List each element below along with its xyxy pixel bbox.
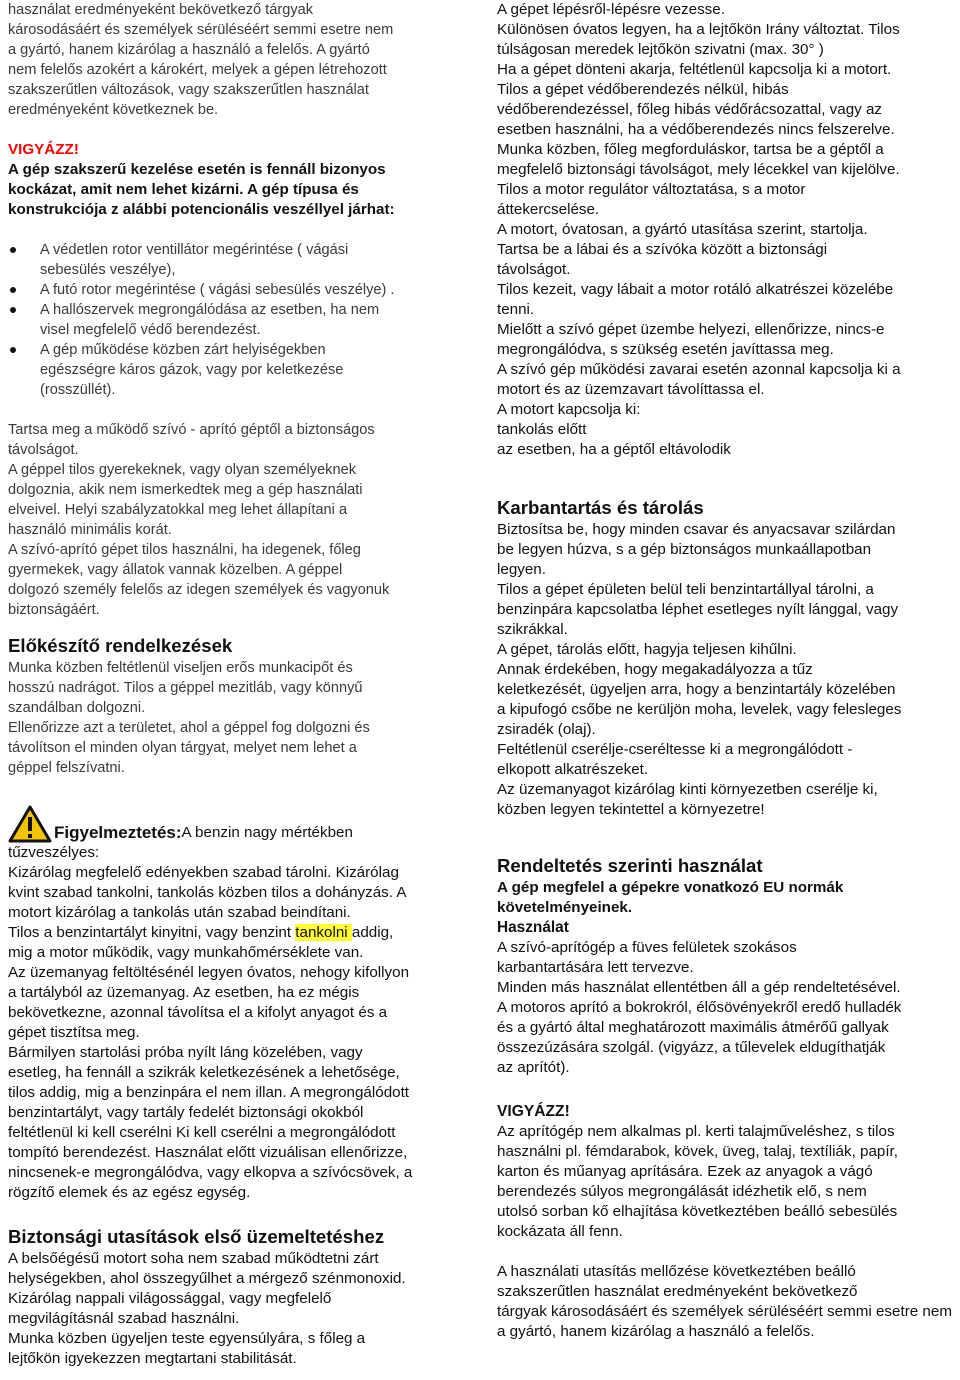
text-line: nem felelős azokért a károkért, melyek a gépen létrehozott	[8, 62, 387, 78]
text-line: A használati utasítás mellőzése következtében beálló	[497, 1263, 856, 1280]
eu-compliance-line: követelményeinek.	[497, 899, 633, 916]
highlighted-word: tankolni	[295, 924, 352, 941]
text-line: legyen.	[497, 561, 546, 578]
text-line: a gyártó, hanem kizárólag a használó a felelős.	[497, 1323, 815, 1340]
text-line: Az üzemanyagot kizárólag kinti környezetben cserélje ki,	[497, 781, 878, 798]
text-line: a tartályból az üzemanyag. Az esetben, ha ez mégis	[8, 984, 360, 1001]
eu-compliance-line: A gép megfelel a gépekre vonatkozó EU normák	[497, 879, 844, 896]
list-item-line: sebesülés veszélye),	[40, 262, 176, 278]
usage-paragraph	[497, 938, 957, 1078]
text-line: Annak érdekében, hogy megakadályozza a tűz	[497, 661, 813, 678]
text-line: A motort, óvatosan, a gyártó utasítása szerint, startolja.	[497, 221, 868, 238]
right-column	[497, 0, 957, 1342]
text-line: Tartsa be a lábai és a szívóka között a biztonsági	[497, 241, 828, 258]
text-line: motort kizárólag a tankolás után szabad beindítani.	[8, 904, 351, 921]
text-line: rögzítő elemek és az egész egység.	[8, 1184, 251, 1201]
text-line: távolítson el minden olyan tárgyat, melyet nem lehet a	[8, 740, 357, 756]
text-line: feltétlenül ki kell cserélni Ki kell cserélni a megrongálódott	[8, 1124, 396, 1141]
text-line: A géppel tilos gyerekeknek, vagy olyan személyeknek	[8, 462, 357, 478]
bullet-icon	[10, 287, 16, 293]
text-line: esetleg, ha fennáll a szikrák keletkezésének a lehetősége,	[8, 1064, 400, 1081]
text-line: szakszerűtlen használat eredményeként bekövetkező	[497, 1283, 858, 1300]
list-item-line: A futó rotor megérintése ( vágási sebesülés veszélye) .	[40, 282, 395, 298]
text-line: az aprítót).	[497, 1059, 570, 1076]
text-line: elkopott alkatrészeket.	[497, 761, 649, 778]
warning-label: VIGYÁZZ!	[8, 141, 79, 158]
text-line: gyermekek, vagy állatok vannak közelben. A géppel	[8, 562, 343, 578]
text-line: A gépet, tárolás előtt, hagyja teljesen kihűlni.	[497, 641, 797, 658]
text-line: lejtőkön igyekezzen megtartani stabilitását.	[8, 1350, 297, 1367]
text-line: motort és az üzemzavart távolíttassa el.	[497, 381, 765, 398]
maintenance-paragraph	[497, 520, 957, 820]
prep-paragraph	[8, 658, 470, 778]
text-line: zsiradék (olaj).	[497, 721, 596, 738]
text-line: szikrákkal.	[497, 621, 568, 638]
list-item	[8, 340, 470, 400]
fuel-warning-text: A benzin nagy mértékben	[181, 824, 353, 841]
warning-triangle-icon	[8, 805, 52, 843]
first-use-paragraph	[8, 1249, 470, 1369]
text-line: Tilos a motor regulátor változtatása, s a motor	[497, 181, 806, 198]
text-line: tankolás előtt	[497, 421, 587, 438]
text-line: távolságot.	[497, 261, 571, 278]
text-line: Minden más használat ellentétben áll a gép rendeltetésével.	[497, 979, 901, 996]
fuel-paragraph	[8, 843, 470, 1203]
text-line: A szívó-aprítógép a füves felületek szokásos	[497, 939, 797, 956]
text-line: összezúzására szolgál. (vigyázz, a tűlevelek eldugíthatják	[497, 1039, 886, 1056]
text-line: Feltétlenül cserélje-cseréltesse ki a megrongálódott -	[497, 741, 853, 758]
safety-paragraph	[8, 420, 470, 620]
text-line: a gyártó, hanem kizárólag a használó a felelős. A gyártó	[8, 42, 370, 58]
text-line: karton és műanyag aprítására. Ezek az anyagok a vágó	[497, 1163, 873, 1180]
text-line: eredményeként következnek be.	[8, 102, 219, 118]
hazard-list	[8, 240, 470, 400]
list-item-line: visel megfelelő védő berendezést.	[40, 322, 261, 338]
text-line: biztonságáért.	[8, 602, 100, 618]
text-line: keletkezését, ügyeljen arra, hogy a benzintartály közelében	[497, 681, 896, 698]
text-line: helységekben, ahol összegyűlhet a mérgező szénmonoxid.	[8, 1270, 406, 1287]
text-line: gépet tisztítsa meg.	[8, 1024, 140, 1041]
text-line: Ha a gépet dönteni akarja, feltétlenül kapcsolja ki a motort.	[497, 61, 892, 78]
list-item	[8, 280, 470, 300]
text-line: tárgyak károsodásáért és személyek sérüléséért semmi esetre nem	[497, 1303, 952, 1320]
text-line: dolgozó személy felelős az idegen személyek és vagyonuk	[8, 582, 390, 598]
text-line: Az aprítógép nem alkalmas pl. kerti talajműveléshez, s tilos	[497, 1123, 895, 1140]
text-line: Bármilyen startolási próba nyílt láng közelében, vagy	[8, 1044, 363, 1061]
text-line: közben legyen tekintettel a környezetre!	[497, 801, 765, 818]
text-line: szandálban dolgozni.	[8, 700, 146, 716]
text-line: A szívó-aprító gépet tilos használni, ha idegenek, főleg	[8, 542, 361, 558]
text-line: és a gyártó által meghatározott maximális átmérőű gallyak	[497, 1019, 889, 1036]
text-line: Munka közben ügyeljen teste egyensúlyára, s főleg a	[8, 1330, 366, 1347]
text-line: tompító berendezést. Használat előtt vizuálisan ellenőrizze,	[8, 1144, 408, 1161]
risk-bold-line-3: konstrukciója z alábbi potencionális veszéllyel járhat:	[8, 201, 395, 218]
text-line: Tartsa meg a működő szívó - aprító géptől a biztonságos	[8, 422, 375, 438]
text-line: nincsenek-e megrongálódva, vagy elkopva a szívócsövek, a	[8, 1164, 413, 1181]
text-line: távolságot.	[8, 442, 79, 458]
bullet-icon	[10, 307, 16, 313]
text-line: benzintartályt, vagy tartály fedelét biztonsági okokból	[8, 1104, 364, 1121]
text-line: túlságosan meredek lejtőkön szivatni (max. 30° )	[497, 41, 824, 58]
subheading-usage: Használat	[497, 919, 569, 936]
text-line: áttekercselése.	[497, 201, 600, 218]
text-line: A motoros aprító a bokrokról, élősövényekről eredő hulladék	[497, 999, 902, 1016]
text-line: tenni.	[497, 301, 535, 318]
text-line: Mielőtt a szívó gépet üzembe helyezi, ellenőrizze, nincs-e	[497, 321, 885, 338]
text-line: használó minimális korát.	[8, 522, 172, 538]
list-item-line: A gép működése közben zárt helyiségekben	[40, 342, 326, 358]
risk-bold-text: kockázat, amit nem lehet kizárni.	[8, 181, 244, 198]
text-line: károsodásáért és személyek sérüléséért semmi esetre nem	[8, 22, 394, 38]
text-line: használat eredményeként bekövetkező tárgyak	[8, 2, 314, 18]
text-line: A motort kapcsolja ki:	[497, 401, 641, 418]
text-line: karbantartására lett tervezve.	[497, 959, 694, 976]
list-item-line: egészségre káros gázok, vagy por keletkezése	[40, 362, 344, 378]
section-heading-first-use: Biztonsági utasítások első üzemeltetéshez	[8, 1226, 385, 1247]
text-line: szakszerűtlen változások, vagy szakszerűtlen használat	[8, 82, 369, 98]
warning-label: VIGYÁZZ!	[497, 1103, 570, 1120]
text-line: tűzveszélyes:	[8, 844, 100, 861]
text-line: használni pl. fémdarabok, kövek, üveg, talaj, textíliák, papír,	[497, 1143, 898, 1160]
section-heading-prep: Előkészítő rendelkezések	[8, 635, 233, 656]
text-line: Munka közben feltétlenül viseljen erős munkacipőt és	[8, 660, 353, 676]
text-line: A belsőégésű motort soha nem szabad működtetni zárt	[8, 1250, 379, 1267]
text-line: esetben használni, ha a védőberendezés nincs felszerelve.	[497, 121, 895, 138]
risk-continuation: A gép típusa és	[243, 181, 359, 198]
list-item-line: A védetlen rotor ventillátor megérintése ( vágási	[40, 242, 349, 258]
intro-paragraph	[8, 0, 470, 120]
text-line: géppel felszívatni.	[8, 760, 125, 776]
text-line: berendezés súlyos megrongálását idézhetik elő, s nem	[497, 1183, 867, 1200]
fuel-warning-row	[8, 803, 470, 843]
text-line: Ellenőrizze azt a területet, ahol a géppel fog dolgozni és	[8, 720, 370, 736]
text-line: A szívó gép működési zavarai esetén azonnal kapcsolja ki a	[497, 361, 901, 378]
text-line: A gépet lépésről-lépésre vezesse.	[497, 1, 725, 18]
text-line: az esetben, ha a géptől eltávolodik	[497, 441, 731, 458]
text-line: megrongálódva, s szükség esetén javíttassa meg.	[497, 341, 834, 358]
text-line: utolsó sorban kő elhajítása következtében beálló sebesülés	[497, 1203, 898, 1220]
text-line: mig a motor működik, vagy munkahőmérséklete van.	[8, 944, 364, 961]
left-column	[8, 0, 470, 1369]
fuel-warning-title: Figyelmeztetés:	[54, 823, 182, 842]
warning-paragraph	[497, 1122, 957, 1242]
risk-bold-line-2	[8, 180, 470, 200]
text-line: kvint szabad tankolni, tankolás közben tilos a dohányzás. A	[8, 884, 407, 901]
text-line	[8, 923, 470, 943]
text-line: bekövetkezne, azonnal távolítsa el a kifolyt anyagot és a	[8, 1004, 388, 1021]
closing-paragraph	[497, 1262, 957, 1342]
text-line: Különösen óvatos legyen, ha a lejtőkön Irány változtat. Tilos	[497, 21, 900, 38]
bullet-icon	[10, 247, 16, 253]
text-line: Kizárólag nappali világossággal, vagy megfelelő	[8, 1290, 332, 1307]
text-line: dolgoznia, akik nem ismerkedtek meg a gép használati	[8, 482, 363, 498]
text-line: megfelelő biztonsági távolságot, mely lécekkel van kijelölve.	[497, 161, 900, 178]
text-line: Kizárólag megfelelő edényekben szabad tárolni. Kizárólag	[8, 864, 399, 881]
text-line: Biztosítsa be, hogy minden csavar és anyacsavar szilárdan	[497, 521, 896, 538]
text-segment: addig,	[351, 924, 394, 941]
text-line: védőberendezéssel, főleg hibás védőrácsozattal, vagy az	[497, 101, 882, 118]
operation-paragraph	[497, 0, 957, 460]
text-line: hosszú nadrágot. Tilos a géppel mezitláb, vagy könnyű	[8, 680, 363, 696]
list-item	[8, 300, 470, 340]
list-item-line: (rosszüllét).	[40, 382, 116, 398]
bullet-icon	[10, 347, 16, 353]
text-line: Tilos a gépet épületen belül teli benzintartállyal tárolni, a	[497, 581, 874, 598]
text-line: a kipufogó csőbe ne kerüljön moha, levelek, vagy felesleges	[497, 701, 902, 718]
list-item	[8, 240, 470, 280]
text-line: tilos addig, mig a benzinpára el nem illan. A megrongálódott	[8, 1084, 410, 1101]
text-line: megvilágításnál szabad használni.	[8, 1310, 240, 1327]
text-line: elveivel. Helyi szabályzatokkal meg lehet állapítani a	[8, 502, 348, 518]
text-line: Tilos a gépet védőberendezés nélkül, hibás	[497, 81, 789, 98]
text-line: kockázata áll fenn.	[497, 1223, 623, 1240]
section-heading-maintenance: Karbantartás és tárolás	[497, 497, 704, 518]
section-heading-intended-use: Rendeltetés szerinti használat	[497, 855, 763, 876]
text-line: Az üzemanyag feltöltésénél legyen óvatos, nehogy kifollyon	[8, 964, 410, 981]
risk-bold-line: A gép szakszerű kezelése esetén is fennáll bizonyos	[8, 161, 386, 178]
text-line: be legyen húzva, s a gép biztonságos munkaállapotban	[497, 541, 872, 558]
list-item-line: A hallószervek megrongálódása az esetben, ha nem	[40, 302, 380, 318]
text-segment: Tilos a benzintartályt kinyitni, vagy benzint	[8, 924, 296, 941]
text-line: Munka közben, főleg megforduláskor, tartsa be a géptől a	[497, 141, 884, 158]
text-line: benzinpára kapcsolatba léphet esetleges nyílt lánggal, vagy	[497, 601, 899, 618]
text-line: Tilos kezeit, vagy lábait a motor rotáló alkatrészei közelébe	[497, 281, 894, 298]
